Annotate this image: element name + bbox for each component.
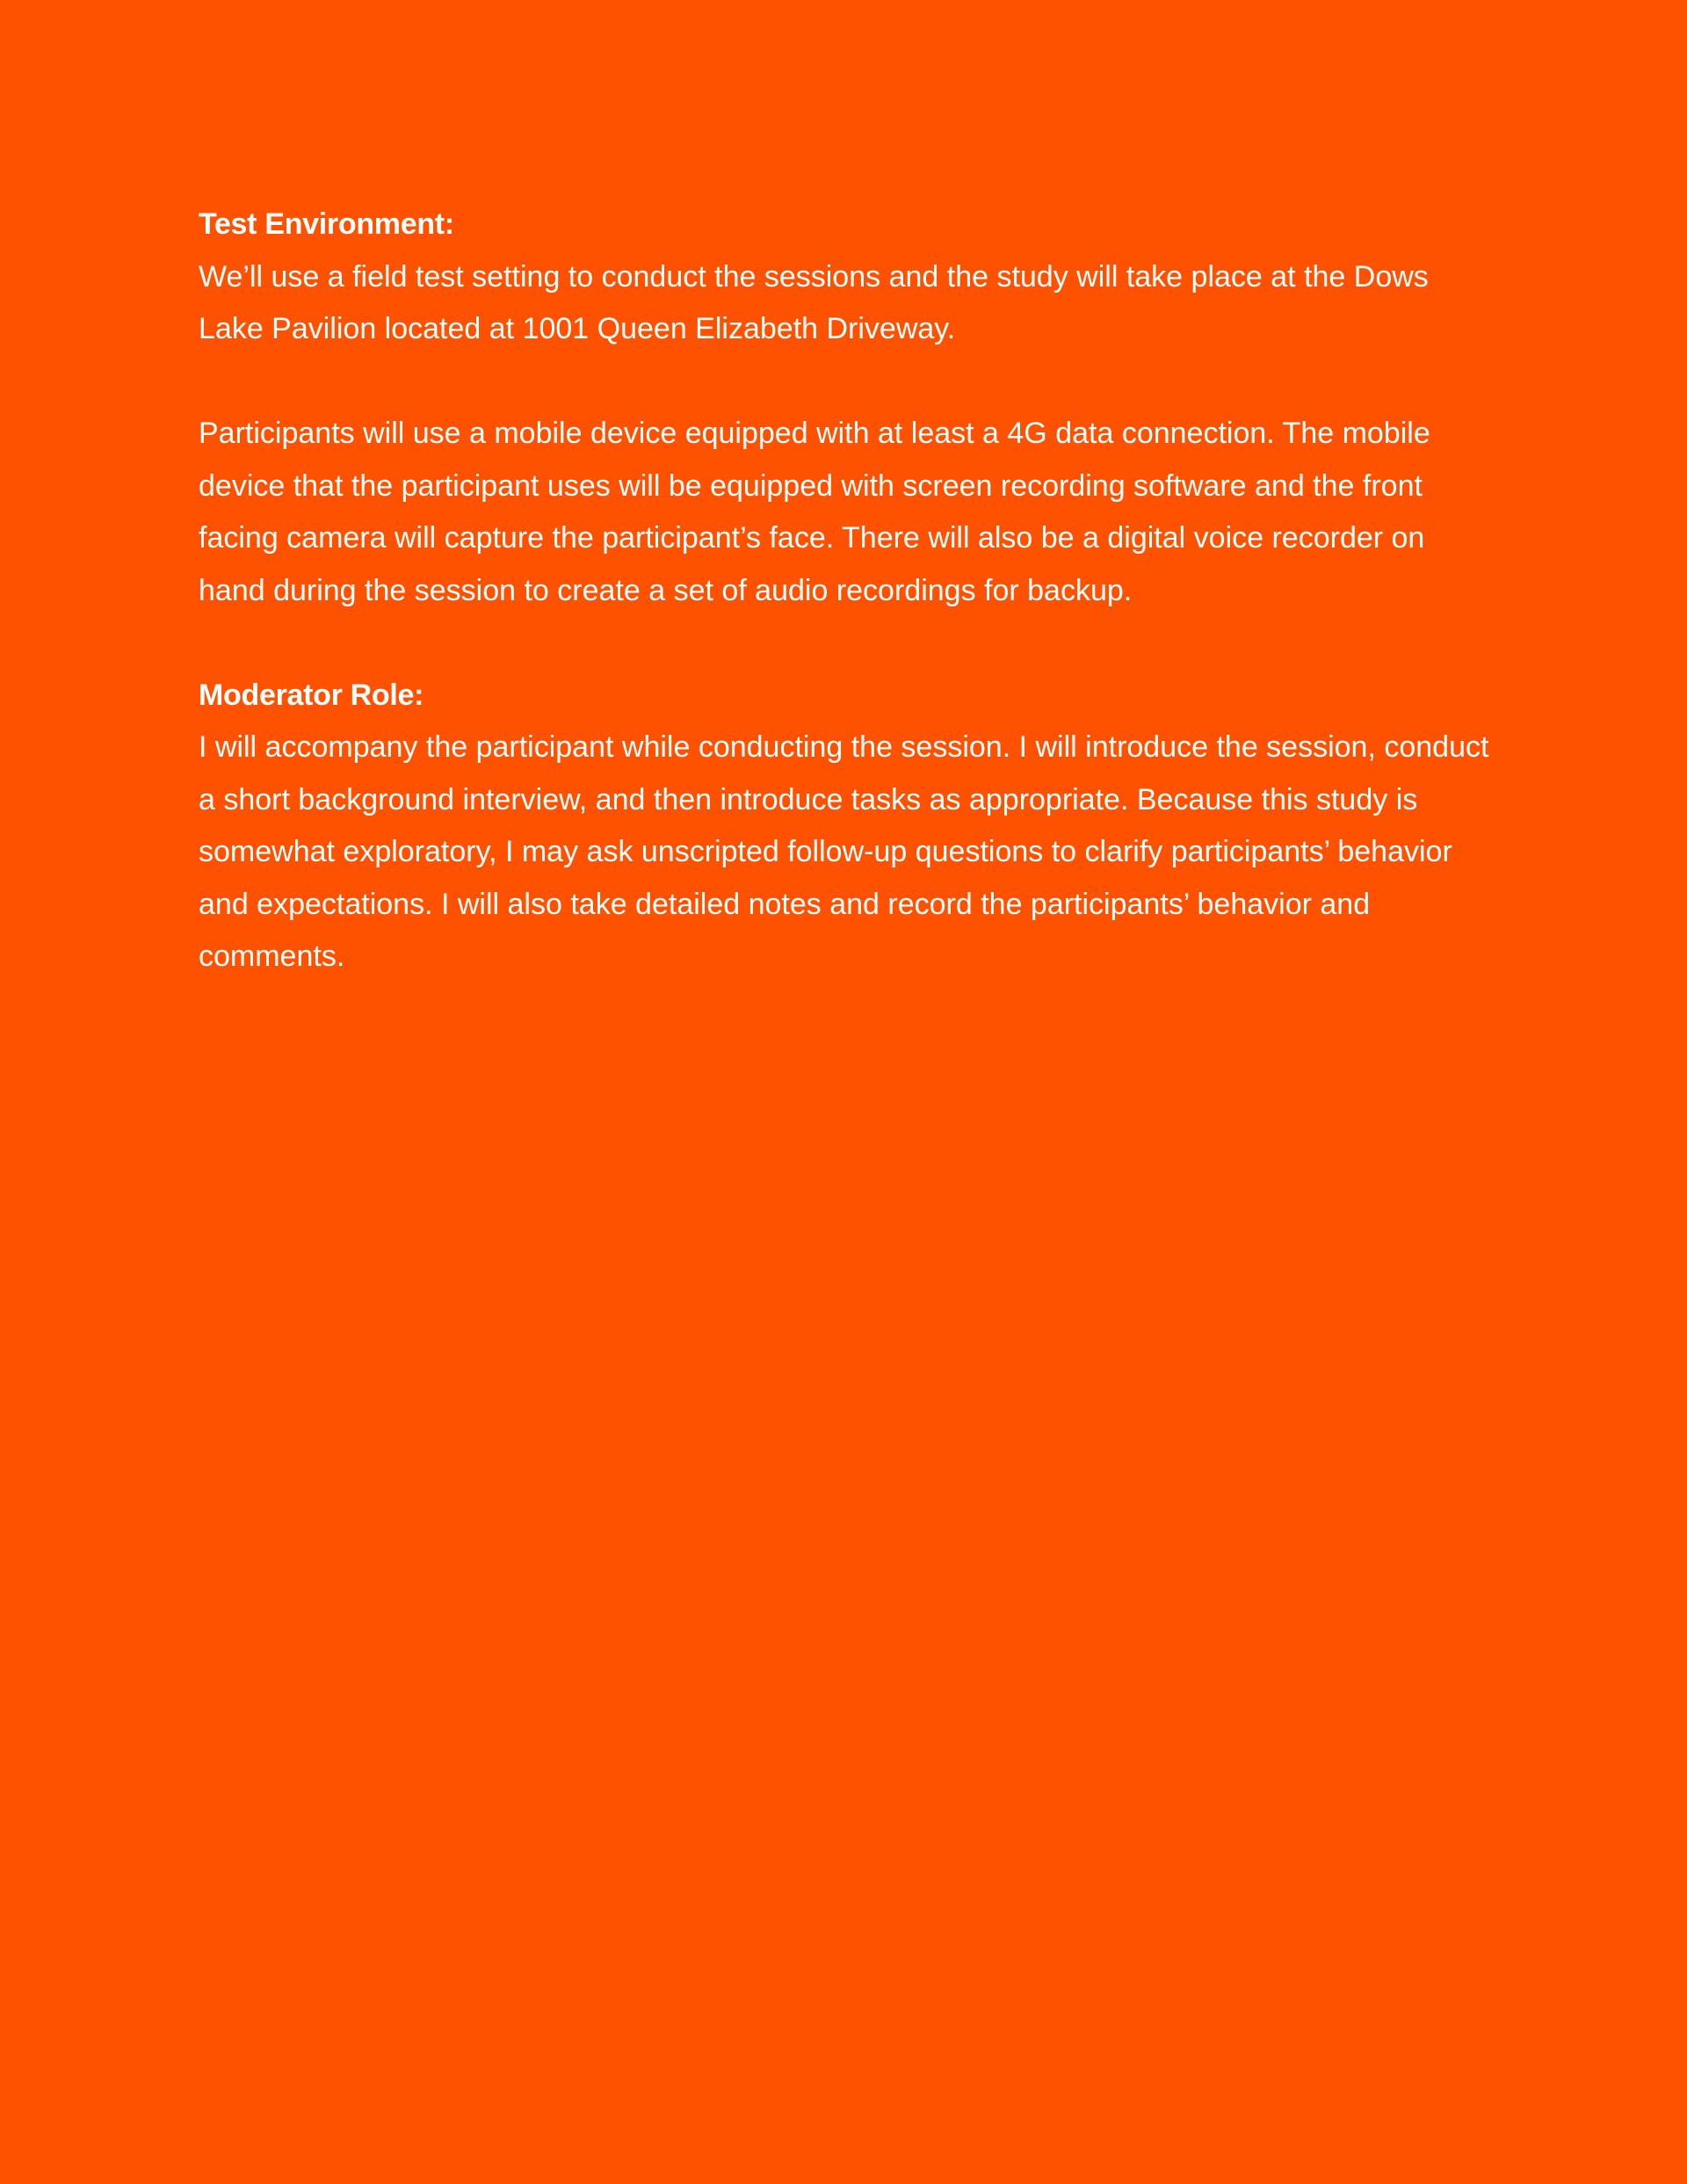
moderator-role-section (199, 670, 1490, 983)
section-spacer (199, 617, 1490, 670)
moderator-role-heading: Moderator Role: (199, 678, 424, 712)
test-environment-location-paragraph: We’ll use a field test setting to conduct the sessions and the study will take place at the Dows Lake Pavilion located at 1001 Queen Elizabeth Driveway. (199, 259, 1429, 345)
test-environment-section (199, 199, 1490, 617)
document-body (199, 199, 1490, 983)
test-environment-device-paragraph: Participants will use a mobile device equipped with at least a 4G data connection. The mobile device that the participant uses will be equipped with screen recording software and the front facing camera will capture the participant’s face. There will also be a digital voice recorder on hand during the session to create a set of audio recordings for backup. (199, 417, 1430, 607)
test-environment-heading: Test Environment: (199, 207, 454, 241)
moderator-role-paragraph: I will accompany the participant while conducting the session. I will introduce the session, conduct a short background interview, and then introduce tasks as appropriate. Because this study is somewhat exploratory, I may ask unscripted follow-up questions to clarify participants’ behavior and expectations. I will also take detailed notes and record the participants’ behavior and comments. (199, 730, 1489, 973)
paragraph-spacer (199, 356, 1490, 409)
